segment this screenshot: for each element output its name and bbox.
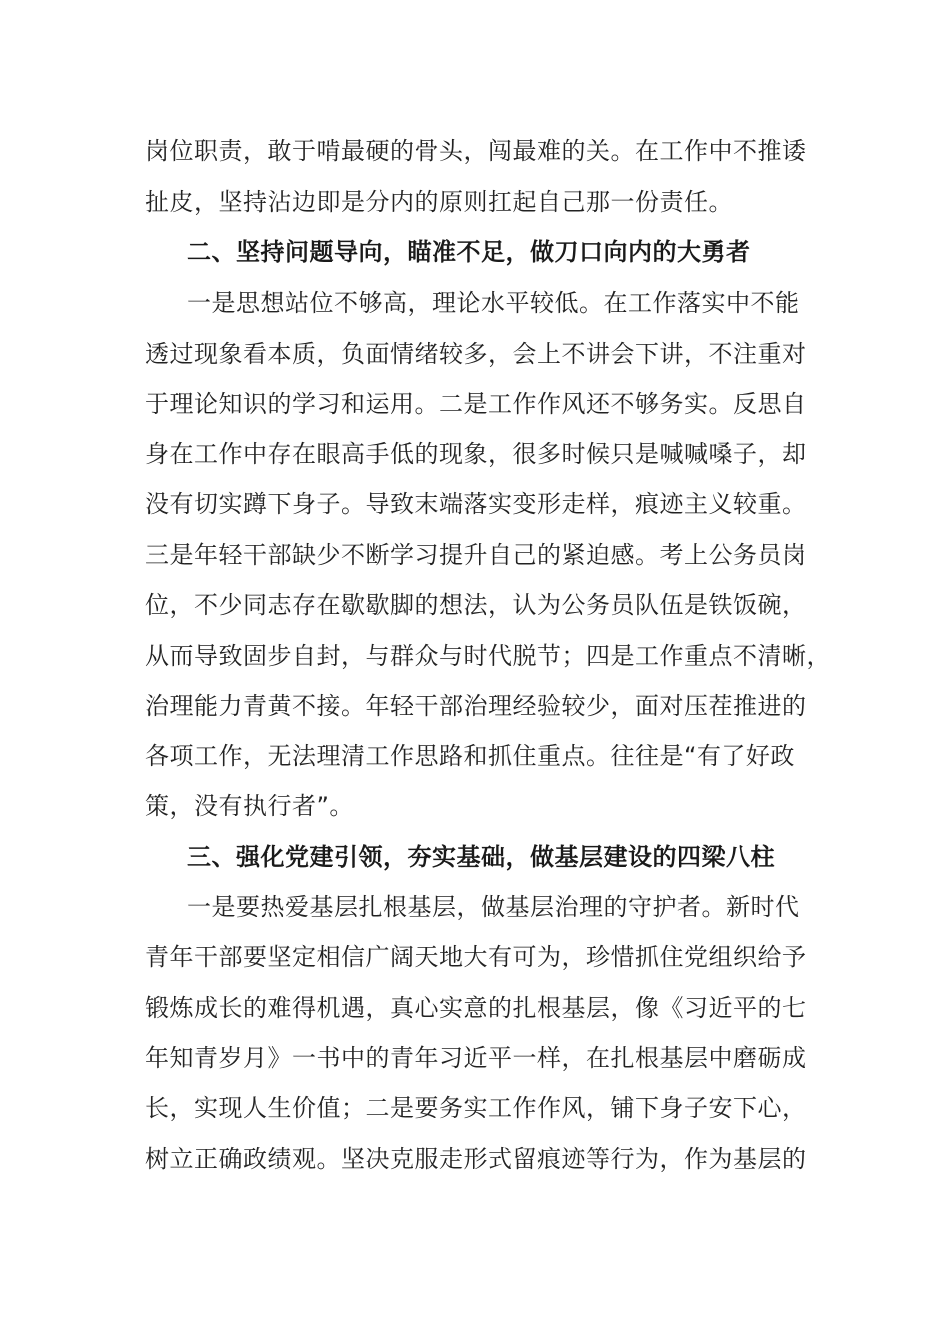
body-line: 没有切实蹲下身子。导致末端落实变形走样，痕迹主义较重。 bbox=[145, 490, 807, 518]
body-line: 青年干部要坚定相信广阔天地大有可为，珍惜抓住党组织给予 bbox=[145, 943, 807, 971]
body-line: 身在工作中存在眼高手低的现象，很多时候只是喊喊嗓子，却 bbox=[145, 440, 807, 468]
body-line: 于理论知识的学习和运用。二是工作作风还不够务实。反思自 bbox=[145, 390, 807, 418]
body-line: 从而导致固步自封，与群众与时代脱节；四是工作重点不清晰， bbox=[145, 642, 831, 670]
paragraph-first-line: 一是要热爱基层扎根基层，做基层治理的守护者。新时代 bbox=[187, 893, 800, 921]
body-line: 扯皮，坚持沾边即是分内的原则扛起自己那一份责任。 bbox=[145, 188, 733, 216]
body-line: 各项工作，无法理清工作思路和抓住重点。往往是“有了好政 bbox=[145, 742, 795, 770]
body-line: 三是年轻干部缺少不断学习提升自己的紧迫感。考上公务员岗 bbox=[145, 541, 807, 569]
body-line: 锻炼成长的难得机遇，真心实意的扎根基层，像《习近平的七 bbox=[145, 994, 807, 1022]
section-heading-2: 二、坚持问题导向，瞄准不足，做刀口向内的大勇者 bbox=[187, 238, 751, 266]
body-line: 长，实现人生价值；二是要务实工作作风，铺下身子安下心， bbox=[145, 1094, 807, 1122]
body-line: 年知青岁月》一书中的青年习近平一样，在扎根基层中磨砺成 bbox=[145, 1044, 807, 1072]
body-line: 策，没有执行者”。 bbox=[145, 792, 354, 820]
section-heading-3: 三、强化党建引领，夯实基础，做基层建设的四梁八柱 bbox=[187, 843, 775, 871]
body-line: 位，不少同志存在歇歇脚的想法，认为公务员队伍是铁饭碗， bbox=[145, 591, 807, 619]
paragraph-first-line: 一是思想站位不够高，理论水平较低。在工作落实中不能 bbox=[187, 289, 800, 317]
body-line: 岗位职责，敢于啃最硬的骨头，闯最难的关。在工作中不推诿 bbox=[145, 137, 807, 165]
body-line: 透过现象看本质，负面情绪较多，会上不讲会下讲，不注重对 bbox=[145, 340, 807, 368]
body-line: 治理能力青黄不接。年轻干部治理经验较少，面对压茬推进的 bbox=[145, 692, 807, 720]
body-line: 树立正确政绩观。坚决克服走形式留痕迹等行为，作为基层的 bbox=[145, 1145, 807, 1173]
